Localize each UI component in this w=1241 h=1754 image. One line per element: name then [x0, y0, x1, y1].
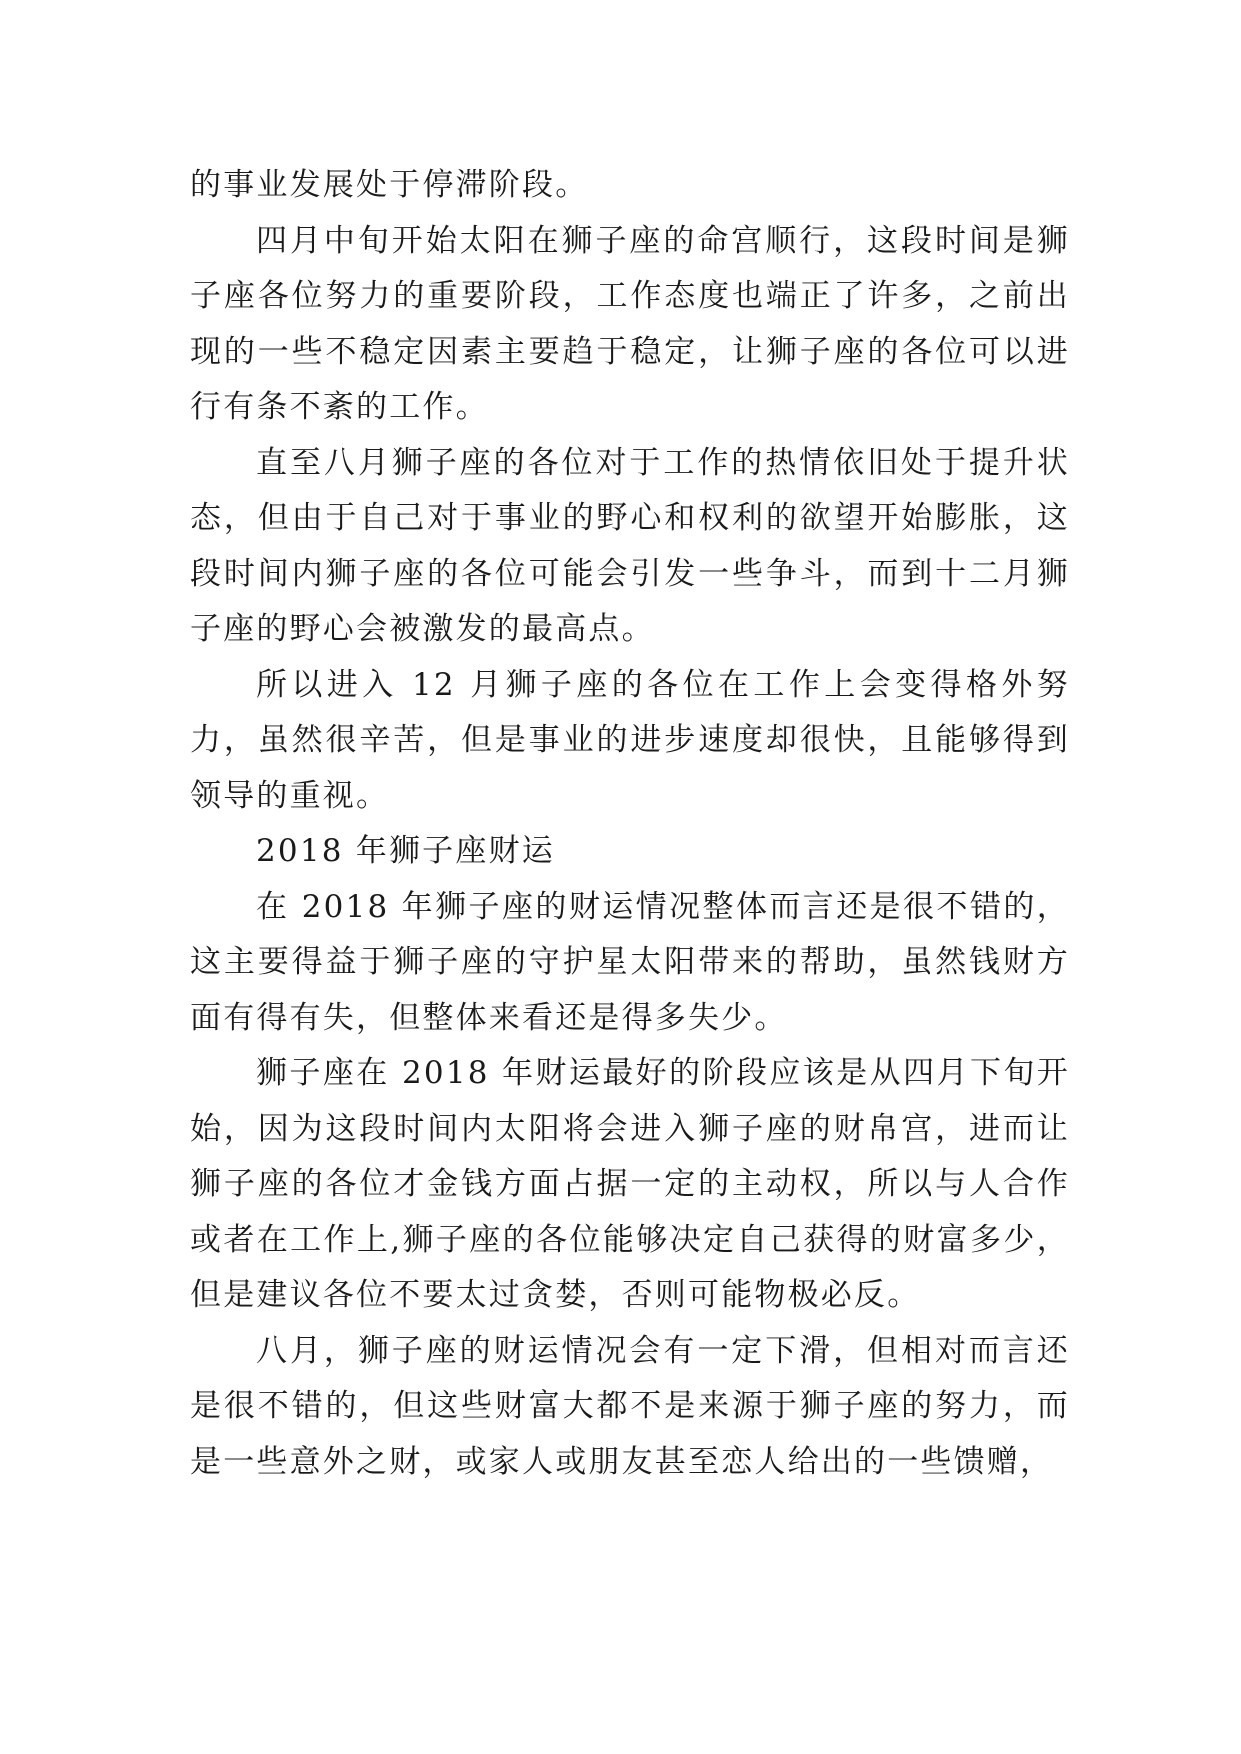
paragraph-august-career: 直至八月狮子座的各位对于工作的热情依旧处于提升状态，但由于自己对于事业的野心和权利的欲望开始膨胀，这段时间内狮子座的各位可能会引发一些争斗，而到十二月狮子座的野心会被激发的最高点。 — [190, 444, 1070, 647]
document-body — [190, 158, 1070, 1490]
paragraph-continuation: 的事业发展处于停滞阶段。 — [190, 167, 589, 203]
paragraph-wealth-overview: 在 2018 年狮子座的财运情况整体而言还是很不错的，这主要得益于狮子座的守护星太阳带来的帮助，虽然钱财方面有得有失，但整体来看还是得多失少。 — [190, 888, 1070, 1036]
paragraph-wealth-april: 狮子座在 2018 年财运最好的阶段应该是从四月下旬开始，因为这段时间内太阳将会进入狮子座的财帛宫，进而让狮子座的各位才金钱方面占据一定的主动权，所以与人合作或者在工作上,狮子座的各位能够决定自己获得的财富多少，但是建议各位不要太过贪婪，否则可能物极必反。 — [190, 1055, 1070, 1313]
paragraph-april-career: 四月中旬开始太阳在狮子座的命宫顺行，这段时间是狮子座各位努力的重要阶段，工作态度也端正了许多，之前出现的一些不稳定因素主要趋于稳定，让狮子座的各位可以进行有条不紊的工作。 — [190, 222, 1070, 425]
section-heading-wealth: 2018 年狮子座财运 — [256, 833, 555, 869]
paragraph-wealth-august: 八月，狮子座的财运情况会有一定下滑，但相对而言还是很不错的，但这些财富大都不是来源于狮子座的努力，而是一些意外之财，或家人或朋友甚至恋人给出的一些馈赠， — [190, 1332, 1070, 1480]
paragraph-december-career: 所以进入 12 月狮子座的各位在工作上会变得格外努力，虽然很辛苦，但是事业的进步速度却很快，且能够得到领导的重视。 — [190, 666, 1070, 814]
